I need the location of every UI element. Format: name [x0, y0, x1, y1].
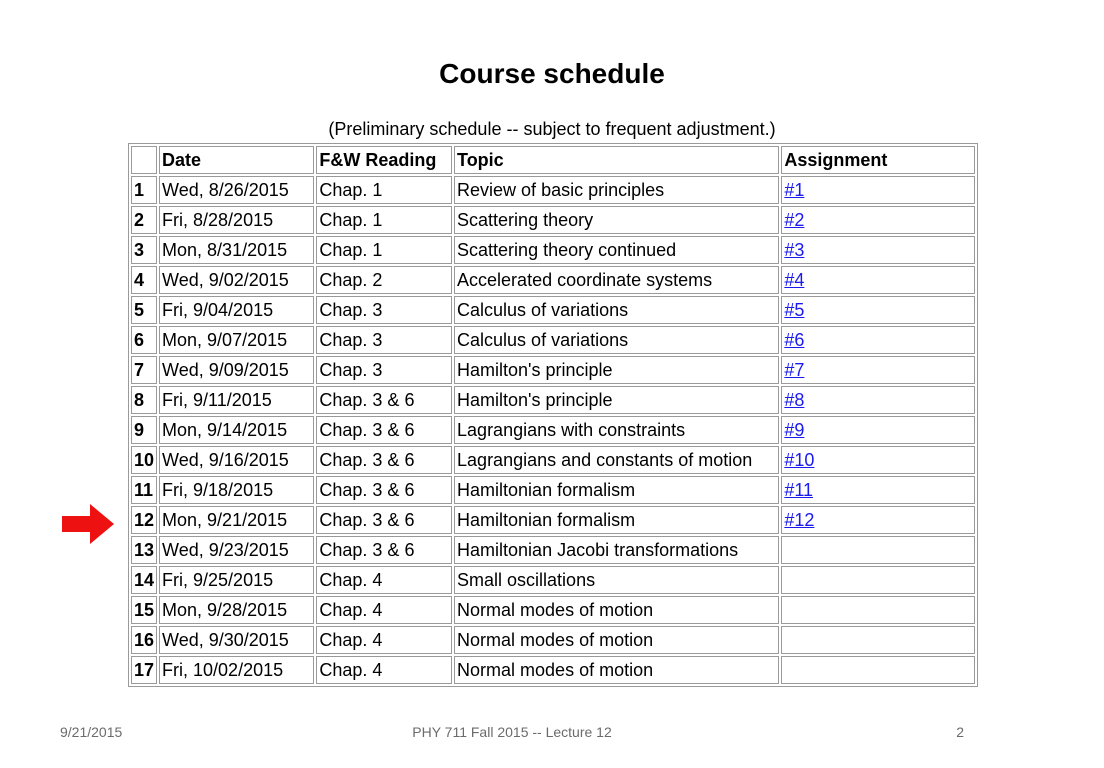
assignment-link[interactable]: #9	[784, 420, 805, 440]
row-number-cell: 4	[131, 266, 157, 294]
topic-cell: Hamiltonian formalism	[454, 476, 779, 504]
table-row	[131, 506, 975, 534]
topic-cell: Lagrangians and constants of motion	[454, 446, 779, 474]
slide-title: Course schedule	[439, 58, 665, 89]
table-row	[131, 356, 975, 384]
date-cell: Mon, 8/31/2015	[159, 236, 314, 264]
reading-cell: Chap. 4	[316, 566, 452, 594]
reading-cell: Chap. 3 & 6	[316, 536, 452, 564]
reading-cell: Chap. 3 & 6	[316, 386, 452, 414]
reading-cell: Chap. 1	[316, 176, 452, 204]
row-number-cell: 5	[131, 296, 157, 324]
date-cell: Wed, 9/30/2015	[159, 626, 314, 654]
assignment-cell	[781, 626, 975, 654]
topic-cell: Calculus of variations	[454, 326, 779, 354]
topic-cell: Hamiltonian formalism	[454, 506, 779, 534]
assignment-link[interactable]: #12	[784, 510, 815, 530]
assignment-cell	[781, 356, 975, 384]
assignment-cell	[781, 326, 975, 354]
footer-date: 9/21/2015	[60, 724, 123, 740]
slide-subtitle: (Preliminary schedule -- subject to frequent adjustment.)	[328, 119, 776, 139]
date-cell: Wed, 8/26/2015	[159, 176, 314, 204]
assignment-cell	[781, 176, 975, 204]
table-row	[131, 206, 975, 234]
table-row	[131, 566, 975, 594]
row-number-cell: 13	[131, 536, 157, 564]
date-cell: Mon, 9/07/2015	[159, 326, 314, 354]
date-cell: Wed, 9/02/2015	[159, 266, 314, 294]
date-cell: Fri, 10/02/2015	[159, 656, 314, 684]
assignment-cell	[781, 536, 975, 564]
header-cell-assignment: Assignment	[781, 146, 975, 174]
reading-cell: Chap. 3	[316, 326, 452, 354]
arrow-shape	[62, 504, 114, 544]
assignment-cell	[781, 566, 975, 594]
table-row	[131, 476, 975, 504]
row-number-cell: 10	[131, 446, 157, 474]
right-arrow-icon	[62, 504, 114, 544]
table-row	[131, 176, 975, 204]
row-number-cell: 3	[131, 236, 157, 264]
assignment-cell	[781, 416, 975, 444]
table-row	[131, 296, 975, 324]
table-row	[131, 596, 975, 624]
reading-cell: Chap. 4	[316, 626, 452, 654]
table-row	[131, 416, 975, 444]
header-cell-topic: Topic	[454, 146, 779, 174]
table-row	[131, 656, 975, 684]
topic-cell: Scattering theory continued	[454, 236, 779, 264]
row-number-cell: 9	[131, 416, 157, 444]
schedule-table-body	[131, 146, 975, 684]
assignment-link[interactable]: #8	[784, 390, 805, 410]
table-row	[131, 626, 975, 654]
header-cell-number	[131, 146, 157, 174]
reading-cell: Chap. 3 & 6	[316, 446, 452, 474]
header-cell-date: Date	[159, 146, 314, 174]
assignment-link[interactable]: #4	[784, 270, 805, 290]
reading-cell: Chap. 3	[316, 296, 452, 324]
topic-cell: Hamilton's principle	[454, 386, 779, 414]
topic-cell: Lagrangians with constraints	[454, 416, 779, 444]
row-number-cell: 8	[131, 386, 157, 414]
table-row	[131, 446, 975, 474]
date-cell: Mon, 9/14/2015	[159, 416, 314, 444]
date-cell: Mon, 9/28/2015	[159, 596, 314, 624]
topic-cell: Hamiltonian Jacobi transformations	[454, 536, 779, 564]
date-cell: Wed, 9/09/2015	[159, 356, 314, 384]
reading-cell: Chap. 1	[316, 206, 452, 234]
reading-cell: Chap. 3 & 6	[316, 506, 452, 534]
date-cell: Fri, 9/18/2015	[159, 476, 314, 504]
reading-cell: Chap. 4	[316, 596, 452, 624]
topic-cell: Review of basic principles	[454, 176, 779, 204]
topic-cell: Normal modes of motion	[454, 656, 779, 684]
reading-cell: Chap. 3	[316, 356, 452, 384]
date-cell: Fri, 9/04/2015	[159, 296, 314, 324]
date-cell: Wed, 9/23/2015	[159, 536, 314, 564]
row-number-cell: 12	[131, 506, 157, 534]
assignment-link[interactable]: #1	[784, 180, 805, 200]
assignment-link[interactable]: #5	[784, 300, 805, 320]
table-row	[131, 236, 975, 264]
assignment-cell	[781, 386, 975, 414]
row-number-cell: 17	[131, 656, 157, 684]
row-number-cell: 15	[131, 596, 157, 624]
reading-cell: Chap. 3 & 6	[316, 476, 452, 504]
row-number-cell: 7	[131, 356, 157, 384]
table-row	[131, 386, 975, 414]
date-cell: Wed, 9/16/2015	[159, 446, 314, 474]
date-cell: Fri, 8/28/2015	[159, 206, 314, 234]
assignment-cell	[781, 506, 975, 534]
date-cell: Fri, 9/25/2015	[159, 566, 314, 594]
assignment-link[interactable]: #2	[784, 210, 805, 230]
date-cell: Fri, 9/11/2015	[159, 386, 314, 414]
assignment-cell	[781, 476, 975, 504]
assignment-link[interactable]: #7	[784, 360, 805, 380]
assignment-cell	[781, 296, 975, 324]
topic-cell: Calculus of variations	[454, 296, 779, 324]
assignment-link[interactable]: #3	[784, 240, 805, 260]
topic-cell: Normal modes of motion	[454, 626, 779, 654]
topic-cell: Small oscillations	[454, 566, 779, 594]
reading-cell: Chap. 1	[316, 236, 452, 264]
reading-cell: Chap. 4	[316, 656, 452, 684]
assignment-cell	[781, 446, 975, 474]
schedule-table	[128, 143, 978, 687]
assignment-link[interactable]: #10	[784, 450, 815, 470]
row-number-cell: 14	[131, 566, 157, 594]
topic-cell: Accelerated coordinate systems	[454, 266, 779, 294]
row-number-cell: 11	[131, 476, 157, 504]
date-cell: Mon, 9/21/2015	[159, 506, 314, 534]
reading-cell: Chap. 3 & 6	[316, 416, 452, 444]
footer-page-number: 2	[956, 724, 964, 740]
assignment-cell	[781, 236, 975, 264]
topic-cell: Hamilton's principle	[454, 356, 779, 384]
assignment-cell	[781, 596, 975, 624]
assignment-cell	[781, 206, 975, 234]
row-number-cell: 1	[131, 176, 157, 204]
table-header-row	[131, 146, 975, 174]
row-number-cell: 2	[131, 206, 157, 234]
table-row	[131, 266, 975, 294]
schedule-table-container	[128, 143, 978, 680]
topic-cell: Normal modes of motion	[454, 596, 779, 624]
table-row	[131, 326, 975, 354]
assignment-link[interactable]: #11	[784, 480, 814, 500]
header-cell-reading: F&W Reading	[316, 146, 452, 174]
row-number-cell: 16	[131, 626, 157, 654]
topic-cell: Scattering theory	[454, 206, 779, 234]
footer-course: PHY 711 Fall 2015 -- Lecture 12	[412, 724, 612, 740]
row-number-cell: 6	[131, 326, 157, 354]
reading-cell: Chap. 2	[316, 266, 452, 294]
table-row	[131, 536, 975, 564]
assignment-link[interactable]: #6	[784, 330, 805, 350]
assignment-cell	[781, 656, 975, 684]
assignment-cell	[781, 266, 975, 294]
